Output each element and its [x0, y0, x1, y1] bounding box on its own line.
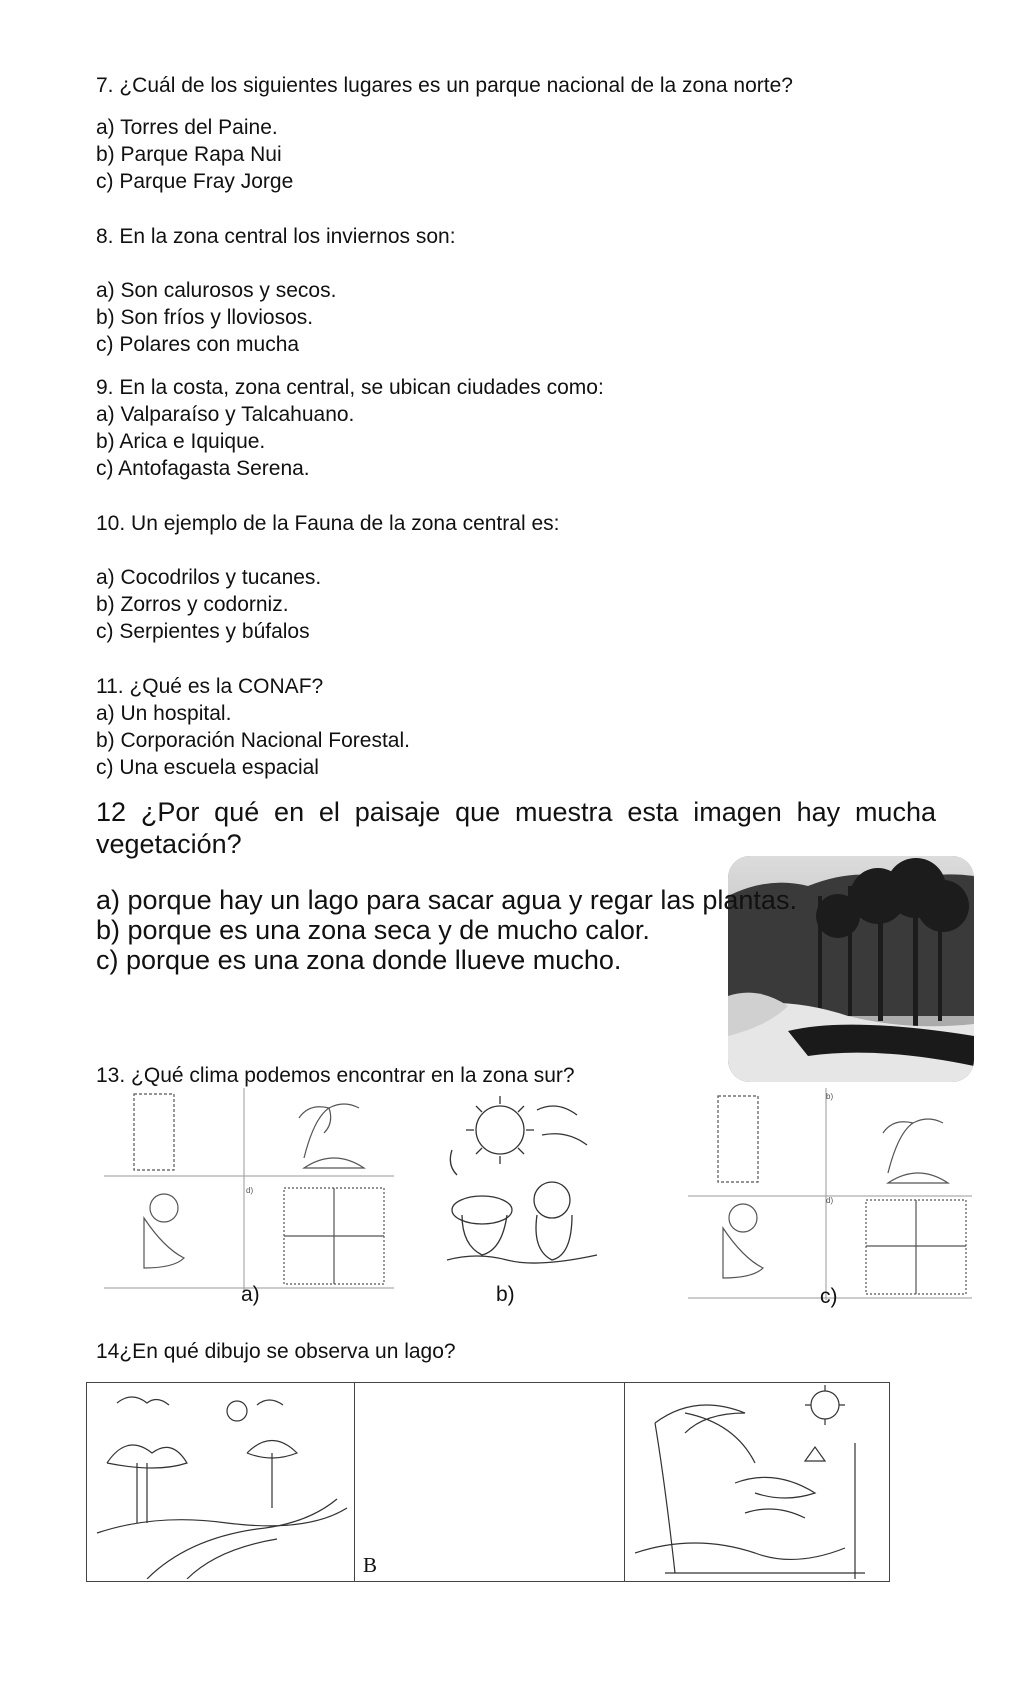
- question-13-text: 13. ¿Qué clima podemos encontrar en la zona sur?: [96, 1064, 575, 1087]
- drawing-cell-c: [625, 1383, 888, 1581]
- question-10-text: 10. Un ejemplo de la Fauna de la zona central es:: [96, 512, 560, 535]
- question-12-text-line1: 12 ¿Por qué en el paisaje que muestra esta imagen hay mucha: [96, 797, 936, 827]
- question-8-option-a: a) Son calurosos y secos.: [96, 279, 337, 302]
- question-12-option-c: c) porque es una zona donde llueve mucho.: [96, 945, 622, 975]
- question-9-option-c: c) Antofagasta Serena.: [96, 457, 310, 480]
- figure-c-b-label: b): [826, 1092, 834, 1101]
- question-10: [96, 510, 559, 645]
- question-12-text-line2: vegetación?: [96, 829, 242, 859]
- question-10-option-c: c) Serpientes y búfalos: [96, 620, 310, 643]
- lake-drawings-table: [86, 1382, 890, 1582]
- climate-sun-figure-b: [442, 1090, 602, 1270]
- question-10-option-a: a) Cocodrilos y tucanes.: [96, 566, 322, 589]
- question-8-option-b: b) Son fríos y lloviosos.: [96, 306, 314, 329]
- question-9: [96, 374, 604, 482]
- figure-c-d-label: d): [826, 1196, 834, 1205]
- question-9-text: 9. En la costa, zona central, se ubican ciudades como:: [96, 376, 604, 399]
- question-11-option-c: c) Una escuela espacial: [96, 756, 319, 779]
- river-landscape-drawing: [87, 1383, 353, 1579]
- drawing-cell-b-label: B: [363, 1553, 378, 1577]
- question-9-option-a: a) Valparaíso y Talcahuano.: [96, 403, 355, 426]
- question-11-option-b: b) Corporación Nacional Forestal.: [96, 729, 410, 752]
- question-7-option-b: b) Parque Rapa Nui: [96, 143, 282, 166]
- question-11: [96, 673, 410, 781]
- drawing-cell-b: [355, 1383, 625, 1581]
- question-8-option-c: c) Polares con mucha: [96, 333, 300, 356]
- figure-c-label: c): [820, 1285, 838, 1308]
- figure-a-d-label: d): [246, 1186, 254, 1195]
- question-12-option-a: a) porque hay un lago para sacar agua y regar las plantas.: [96, 885, 797, 915]
- beach-palm-drawing: [625, 1383, 885, 1579]
- question-7-option-a: a) Torres del Paine.: [96, 116, 278, 139]
- question-11-text: 11. ¿Qué es la CONAF?: [96, 675, 324, 698]
- question-8: [96, 223, 456, 358]
- question-13: [96, 1062, 575, 1089]
- question-10-option-b: b) Zorros y codorniz.: [96, 593, 289, 616]
- question-7-text: 7. ¿Cuál de los siguientes lugares es un parque nacional de la zona norte?: [96, 74, 793, 97]
- question-9-option-b: b) Arica e Iquique.: [96, 430, 266, 453]
- question-11-option-a: a) Un hospital.: [96, 702, 232, 725]
- figure-b-label: b): [496, 1283, 515, 1306]
- climate-grid-c: [688, 1088, 972, 1300]
- question-12: [96, 796, 936, 860]
- question-12-options: [96, 885, 797, 975]
- question-12-option-b: b) porque es una zona seca y de mucho calor.: [96, 915, 650, 945]
- question-8-text: 8. En la zona central los inviernos son:: [96, 225, 456, 248]
- drawing-cell-a: [87, 1383, 355, 1581]
- question-14-text: 14¿En qué dibujo se observa un lago?: [96, 1340, 456, 1363]
- question-7: [96, 72, 793, 195]
- question-14: [96, 1338, 456, 1365]
- figure-a-label: a): [241, 1283, 260, 1306]
- question-7-option-c: c) Parque Fray Jorge: [96, 170, 294, 193]
